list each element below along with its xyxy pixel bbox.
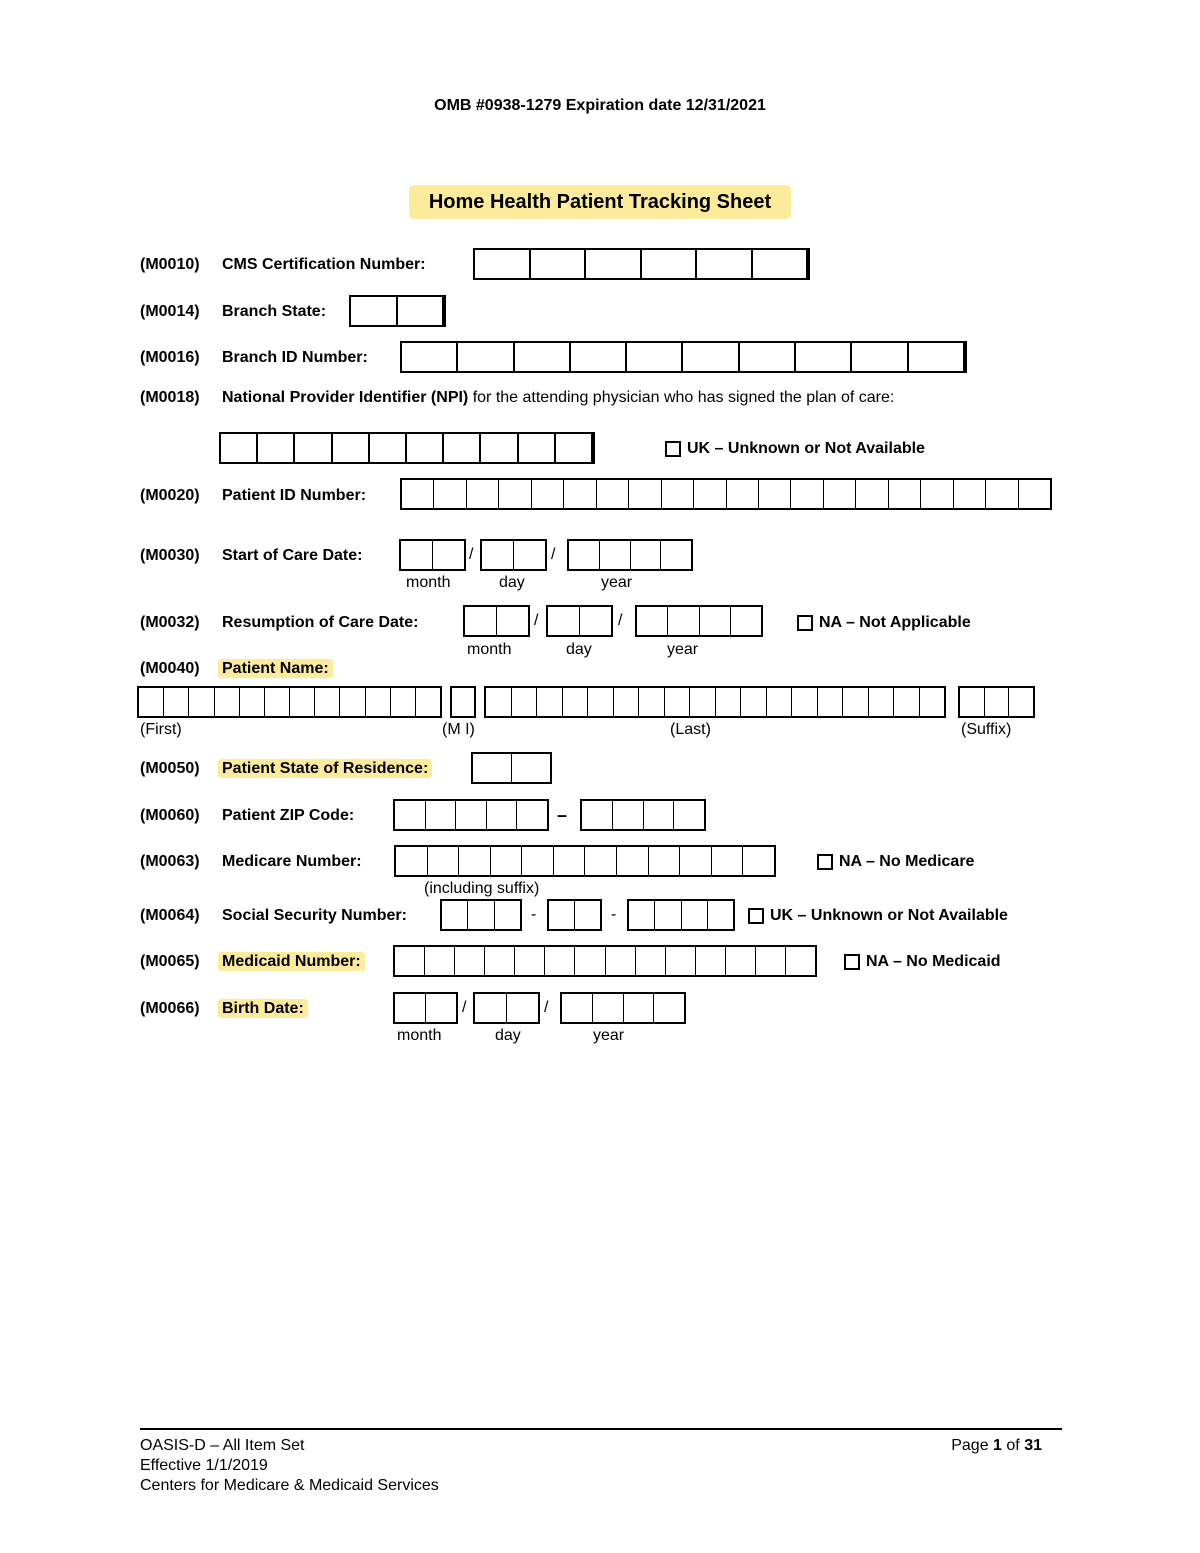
- day-caption: day: [499, 574, 525, 591]
- entry-cell[interactable]: [708, 901, 733, 929]
- entry-cell[interactable]: [512, 754, 550, 782]
- date-slash: /: [618, 612, 623, 629]
- ssn-dash: -: [611, 906, 617, 923]
- entry-cell[interactable]: [731, 607, 761, 635]
- entry-cell[interactable]: [556, 434, 593, 462]
- entry-cell[interactable]: [515, 947, 545, 975]
- entry-cell[interactable]: [716, 688, 742, 716]
- entry-cell[interactable]: [631, 541, 662, 569]
- entry-cell[interactable]: [954, 480, 986, 508]
- entry-cell[interactable]: [639, 688, 665, 716]
- entry-cell[interactable]: [442, 901, 468, 929]
- entry-cell[interactable]: [606, 947, 636, 975]
- entry-cell[interactable]: [562, 994, 593, 1022]
- entry-cell[interactable]: [756, 947, 786, 975]
- zip-five-boxes[interactable]: [393, 799, 549, 831]
- entry-cell[interactable]: [416, 688, 440, 716]
- entry-cell[interactable]: [265, 688, 290, 716]
- entry-cell[interactable]: [629, 480, 661, 508]
- medicare-note: (including suffix): [424, 880, 540, 897]
- entry-cell[interactable]: [824, 480, 856, 508]
- roc-year-boxes[interactable]: [635, 605, 763, 637]
- entry-cell[interactable]: [351, 297, 398, 325]
- entry-cell[interactable]: [497, 607, 528, 635]
- entry-cell[interactable]: [920, 688, 945, 716]
- footer-org: Centers for Medicare & Medicaid Services: [140, 1477, 439, 1494]
- entry-cell[interactable]: [444, 434, 481, 462]
- patient-id-boxes[interactable]: [400, 478, 1052, 510]
- footer-item-set: OASIS-D – All Item Set: [140, 1437, 305, 1454]
- m0030-label: (M0030) Start of Care Date:: [140, 547, 363, 564]
- medicare-number-boxes[interactable]: [394, 845, 776, 877]
- entry-cell[interactable]: [644, 801, 675, 829]
- entry-cell[interactable]: [487, 801, 518, 829]
- date-slash: /: [462, 999, 467, 1016]
- entry-cell[interactable]: [139, 688, 164, 716]
- suffix-caption: (Suffix): [961, 721, 1012, 738]
- entry-cell[interactable]: [531, 250, 587, 278]
- page-number: Page 1 of 31: [951, 1437, 1042, 1454]
- entry-cell[interactable]: [680, 847, 712, 875]
- month-caption: month: [406, 574, 451, 591]
- entry-cell[interactable]: [600, 541, 631, 569]
- entry-cell[interactable]: [613, 801, 644, 829]
- date-slash: /: [544, 999, 549, 1016]
- entry-cell[interactable]: [569, 541, 600, 569]
- entry-cell[interactable]: [661, 541, 691, 569]
- entry-cell[interactable]: [395, 801, 426, 829]
- entry-cell[interactable]: [240, 688, 265, 716]
- entry-cell[interactable]: [909, 343, 965, 371]
- entry-cell[interactable]: [665, 688, 691, 716]
- entry-cell[interactable]: [465, 607, 497, 635]
- roc-na-checkbox[interactable]: NA – Not Applicable: [797, 614, 971, 632]
- checkbox-square[interactable]: [665, 441, 681, 457]
- entry-cell[interactable]: [792, 688, 818, 716]
- entry-cell[interactable]: [537, 688, 563, 716]
- entry-cell[interactable]: [682, 901, 708, 929]
- entry-cell[interactable]: [624, 994, 655, 1022]
- m0018-label: (M0018) National Provider Identifier (NPI) for the attending physician who has signed the plan of care:: [140, 389, 895, 406]
- entry-cell[interactable]: [548, 607, 580, 635]
- entry-cell[interactable]: [564, 480, 596, 508]
- medicaid-number-boxes[interactable]: [393, 945, 817, 977]
- entry-cell[interactable]: [696, 947, 726, 975]
- entry-cell[interactable]: [514, 541, 545, 569]
- entry-cell[interactable]: [740, 343, 796, 371]
- entry-cell[interactable]: [333, 434, 370, 462]
- entry-cell[interactable]: [459, 847, 491, 875]
- entry-cell[interactable]: [727, 480, 759, 508]
- roc-month-boxes[interactable]: [463, 605, 530, 637]
- npi-boxes[interactable]: [219, 432, 595, 464]
- zip-four-boxes[interactable]: [580, 799, 706, 831]
- ssn-part2-boxes[interactable]: [547, 899, 602, 931]
- no-medicaid-checkbox[interactable]: NA – No Medicaid: [844, 953, 1001, 971]
- entry-cell[interactable]: [485, 947, 515, 975]
- m0064-label: (M0064) Social Security Number:: [140, 907, 407, 924]
- entry-cell[interactable]: [467, 480, 499, 508]
- entry-cell[interactable]: [666, 947, 696, 975]
- roc-day-boxes[interactable]: [546, 605, 613, 637]
- entry-cell[interactable]: [654, 994, 684, 1022]
- month-caption: month: [397, 1027, 442, 1044]
- entry-cell[interactable]: [629, 901, 655, 929]
- entry-cell[interactable]: [486, 688, 512, 716]
- entry-cell[interactable]: [759, 480, 791, 508]
- entry-cell[interactable]: [791, 480, 823, 508]
- zip-dash: –: [557, 805, 568, 825]
- entry-cell[interactable]: [585, 847, 617, 875]
- entry-cell[interactable]: [614, 688, 640, 716]
- birth-day-boxes[interactable]: [473, 992, 540, 1024]
- footer-effective: Effective 1/1/2019: [140, 1457, 268, 1474]
- entry-cell[interactable]: [515, 343, 571, 371]
- branch-state-boxes[interactable]: [349, 295, 446, 327]
- month-caption: month: [467, 641, 512, 658]
- last-caption: (Last): [670, 721, 711, 738]
- entry-cell[interactable]: [767, 688, 793, 716]
- entry-cell[interactable]: [519, 434, 556, 462]
- entry-cell[interactable]: [475, 250, 531, 278]
- m0032-label: (M0032) Resumption of Care Date:: [140, 614, 419, 631]
- entry-cell[interactable]: [1019, 480, 1050, 508]
- entry-cell[interactable]: [402, 343, 458, 371]
- entry-cell[interactable]: [164, 688, 189, 716]
- entry-cell[interactable]: [491, 847, 523, 875]
- entry-cell[interactable]: [642, 250, 698, 278]
- entry-cell[interactable]: [258, 434, 295, 462]
- date-slash: /: [469, 546, 474, 563]
- entry-cell[interactable]: [396, 847, 428, 875]
- year-caption: year: [601, 574, 633, 591]
- day-caption: day: [566, 641, 592, 658]
- entry-cell[interactable]: [753, 250, 809, 278]
- entry-cell[interactable]: [593, 994, 624, 1022]
- date-slash: /: [551, 546, 556, 563]
- entry-cell[interactable]: [426, 801, 457, 829]
- entry-cell[interactable]: [549, 901, 575, 929]
- birth-month-boxes[interactable]: [393, 992, 458, 1024]
- first-name-boxes[interactable]: [137, 686, 442, 718]
- date-slash: /: [534, 612, 539, 629]
- soc-year-boxes[interactable]: [567, 539, 693, 571]
- npi-unknown-checkbox[interactable]: UK – Unknown or Not Available: [665, 440, 925, 458]
- entry-cell[interactable]: [433, 541, 464, 569]
- m0050-label: (M0050) Patient State of Residence:: [140, 760, 432, 778]
- entry-cell[interactable]: [495, 901, 520, 929]
- entry-cell[interactable]: [655, 901, 681, 929]
- mi-caption: (M I): [442, 721, 475, 738]
- m0060-label: (M0060) Patient ZIP Code:: [140, 807, 355, 824]
- m0063-label: (M0063) Medicare Number:: [140, 853, 362, 870]
- entry-cell[interactable]: [960, 688, 985, 716]
- entry-cell[interactable]: [395, 994, 426, 1022]
- birth-year-boxes[interactable]: [560, 992, 686, 1024]
- entry-cell[interactable]: [295, 434, 332, 462]
- entry-cell[interactable]: [426, 994, 456, 1022]
- entry-cell[interactable]: [786, 947, 815, 975]
- year-caption: year: [667, 641, 699, 658]
- ssn-part3-boxes[interactable]: [627, 899, 735, 931]
- entry-cell[interactable]: [499, 480, 531, 508]
- branch-id-boxes[interactable]: [400, 341, 967, 373]
- page-title: Home Health Patient Tracking Sheet: [409, 185, 791, 219]
- entry-cell[interactable]: [473, 754, 512, 782]
- entry-cell[interactable]: [818, 688, 844, 716]
- entry-cell[interactable]: [455, 947, 485, 975]
- last-name-boxes[interactable]: [484, 686, 946, 718]
- entry-cell[interactable]: [627, 343, 683, 371]
- entry-cell[interactable]: [921, 480, 953, 508]
- entry-cell[interactable]: [315, 688, 340, 716]
- m0066-label: (M0066) Birth Date:: [140, 1000, 308, 1018]
- entry-cell[interactable]: [395, 947, 425, 975]
- entry-cell[interactable]: [428, 847, 460, 875]
- entry-cell[interactable]: [856, 480, 888, 508]
- checkbox-square[interactable]: [797, 615, 813, 631]
- entry-cell[interactable]: [796, 343, 852, 371]
- entry-cell[interactable]: [366, 688, 391, 716]
- entry-cell[interactable]: [637, 607, 668, 635]
- entry-cell[interactable]: [475, 994, 507, 1022]
- entry-cell[interactable]: [894, 688, 920, 716]
- entry-cell[interactable]: [290, 688, 315, 716]
- entry-cell[interactable]: [425, 947, 455, 975]
- entry-cell[interactable]: [571, 343, 627, 371]
- entry-cell[interactable]: [683, 343, 739, 371]
- entry-cell[interactable]: [726, 947, 756, 975]
- entry-cell[interactable]: [580, 607, 611, 635]
- entry-cell[interactable]: [712, 847, 744, 875]
- entry-cell[interactable]: [215, 688, 240, 716]
- m0014-label: (M0014) Branch State:: [140, 303, 327, 320]
- omb-header: OMB #0938-1279 Expiration date 12/31/2021: [434, 97, 766, 114]
- entry-cell[interactable]: [575, 901, 600, 929]
- entry-cell[interactable]: [700, 607, 731, 635]
- entry-cell[interactable]: [402, 480, 434, 508]
- footer-rule: [140, 1428, 1062, 1430]
- entry-cell[interactable]: [391, 688, 416, 716]
- entry-cell[interactable]: [690, 688, 716, 716]
- suffix-boxes[interactable]: [958, 686, 1035, 718]
- entry-cell[interactable]: [221, 434, 258, 462]
- no-medicare-checkbox[interactable]: NA – No Medicare: [817, 853, 974, 871]
- checkbox-square[interactable]: [817, 854, 833, 870]
- m0016-label: (M0016) Branch ID Number:: [140, 349, 368, 366]
- m0010-label: (M0010) CMS Certification Number:: [140, 256, 426, 273]
- entry-cell[interactable]: [532, 480, 564, 508]
- entry-cell[interactable]: [986, 480, 1018, 508]
- checkbox-square[interactable]: [748, 908, 764, 924]
- entry-cell[interactable]: [694, 480, 726, 508]
- entry-cell[interactable]: [697, 250, 753, 278]
- entry-cell[interactable]: [668, 607, 699, 635]
- entry-cell[interactable]: [575, 947, 605, 975]
- entry-cell[interactable]: [401, 541, 433, 569]
- entry-cell[interactable]: [398, 297, 445, 325]
- entry-cell[interactable]: [588, 688, 614, 716]
- entry-cell[interactable]: [843, 688, 869, 716]
- residence-state-boxes[interactable]: [471, 752, 552, 784]
- cms-certification-boxes[interactable]: [473, 248, 810, 280]
- entry-cell[interactable]: [563, 688, 589, 716]
- ssn-dash: -: [531, 906, 537, 923]
- m0065-label: (M0065) Medicaid Number:: [140, 953, 365, 971]
- entry-cell[interactable]: [545, 947, 575, 975]
- entry-cell[interactable]: [481, 434, 518, 462]
- entry-cell[interactable]: [407, 434, 444, 462]
- entry-cell[interactable]: [597, 480, 629, 508]
- entry-cell[interactable]: [869, 688, 895, 716]
- entry-cell[interactable]: [852, 343, 908, 371]
- entry-cell[interactable]: [468, 901, 494, 929]
- entry-cell[interactable]: [649, 847, 681, 875]
- day-caption: day: [495, 1027, 521, 1044]
- entry-cell[interactable]: [1009, 688, 1033, 716]
- year-caption: year: [593, 1027, 625, 1044]
- entry-cell[interactable]: [554, 847, 586, 875]
- entry-cell[interactable]: [586, 250, 642, 278]
- entry-cell[interactable]: [456, 801, 487, 829]
- entry-cell[interactable]: [507, 994, 538, 1022]
- entry-cell[interactable]: [370, 434, 407, 462]
- entry-cell[interactable]: [582, 801, 613, 829]
- m0040-label: (M0040) Patient Name:: [140, 660, 333, 678]
- first-caption: (First): [140, 721, 182, 738]
- entry-cell[interactable]: [741, 688, 767, 716]
- entry-cell[interactable]: [482, 541, 514, 569]
- checkbox-square[interactable]: [844, 954, 860, 970]
- entry-cell[interactable]: [662, 480, 694, 508]
- middle-initial-box[interactable]: [450, 686, 476, 718]
- ssn-unknown-checkbox[interactable]: UK – Unknown or Not Available: [748, 907, 1008, 925]
- entry-cell[interactable]: [517, 801, 547, 829]
- ssn-part1-boxes[interactable]: [440, 899, 522, 931]
- entry-cell[interactable]: [189, 688, 214, 716]
- entry-cell[interactable]: [889, 480, 921, 508]
- entry-cell[interactable]: [434, 480, 466, 508]
- entry-cell[interactable]: [674, 801, 704, 829]
- entry-cell[interactable]: [340, 688, 365, 716]
- entry-cell[interactable]: [522, 847, 554, 875]
- entry-cell[interactable]: [743, 847, 774, 875]
- entry-cell[interactable]: [617, 847, 649, 875]
- entry-cell[interactable]: [985, 688, 1010, 716]
- entry-cell[interactable]: [452, 688, 474, 716]
- entry-cell[interactable]: [512, 688, 538, 716]
- entry-cell[interactable]: [458, 343, 514, 371]
- soc-day-boxes[interactable]: [480, 539, 547, 571]
- m0020-label: (M0020) Patient ID Number:: [140, 487, 367, 504]
- soc-month-boxes[interactable]: [399, 539, 466, 571]
- entry-cell[interactable]: [636, 947, 666, 975]
